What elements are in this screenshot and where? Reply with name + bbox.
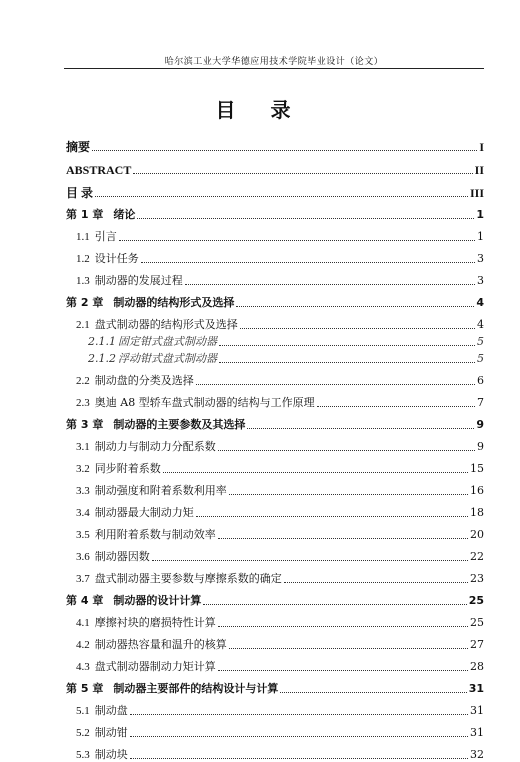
header-rule <box>64 68 484 69</box>
toc-entry-label: 绪论 <box>113 208 136 221</box>
toc-entry-number: 2.1 <box>76 319 90 331</box>
toc-entry-label: 制动器的设计计算 <box>113 594 202 607</box>
toc-entry-number: 2.3 <box>76 397 90 409</box>
toc-entry-label: 利用附着系数与制动效率 <box>94 528 216 541</box>
toc-page-number: 4 <box>477 318 484 331</box>
toc-entry-number: 3.3 <box>76 485 90 497</box>
toc-entry-label: 同步附着系数 <box>94 462 161 475</box>
toc-page-number: 9 <box>476 418 484 431</box>
toc-dot-leader <box>133 173 472 174</box>
toc-entry-number: 第 4 章 <box>66 594 104 607</box>
toc-entry-number: 第 1 章 <box>66 208 104 221</box>
toc-entry-label: 制动力与制动力分配系数 <box>94 440 216 453</box>
toc-page-number: 7 <box>477 396 484 409</box>
toc-entry-number: 3.6 <box>76 551 90 563</box>
toc-entry-number: 3.1 <box>76 441 90 453</box>
toc-entry-number: 3.2 <box>76 463 90 475</box>
toc-dot-leader <box>236 306 474 307</box>
toc-entry-label: 制动器的结构形式及选择 <box>113 296 235 309</box>
running-header: 哈尔滨工业大学华德应用技术学院毕业设计（论文） <box>164 57 384 67</box>
toc-entry-number: 3.5 <box>76 529 90 541</box>
toc-entry-number: 1.2 <box>76 253 90 265</box>
toc-entry-ch4[interactable] <box>66 594 484 608</box>
toc-entry-number: 第 2 章 <box>66 296 104 309</box>
toc-dot-leader <box>141 262 475 263</box>
toc-entry-number: 3.7 <box>76 573 90 585</box>
toc-dot-leader <box>284 582 468 583</box>
toc-entry-abstract-cn[interactable] <box>66 140 484 154</box>
toc-entry-contents[interactable] <box>66 186 484 200</box>
toc-page-number: 31 <box>470 704 484 717</box>
toc-entry-number: 5.2 <box>76 727 90 739</box>
toc-entry-number: 4.3 <box>76 661 90 673</box>
toc-dot-leader <box>92 150 477 151</box>
toc-entry-label: 盘式制动器的结构形式及选择 <box>94 318 238 331</box>
toc-dot-leader <box>203 604 466 605</box>
toc-entry-abstract-en[interactable] <box>66 163 484 177</box>
toc-dot-leader <box>317 406 475 407</box>
toc-page-number: 6 <box>477 374 484 387</box>
toc-entry-label: 浮动钳式盘式制动器 <box>118 352 217 365</box>
toc-entry-number: 3.4 <box>76 507 90 519</box>
toc-entry-s3-6[interactable] <box>66 550 484 564</box>
toc-entry-s2-3[interactable] <box>66 396 484 410</box>
toc-page-number: 1 <box>477 230 484 243</box>
toc-entry-s5-3[interactable] <box>66 748 484 762</box>
toc-entry-label: 制动盘的分类及选择 <box>94 374 194 387</box>
toc-dot-leader <box>218 626 468 627</box>
toc-page-number: 15 <box>470 462 484 475</box>
toc-entry-number: 5.1 <box>76 705 90 717</box>
toc-dot-leader <box>219 362 475 363</box>
toc-entry-label: 制动强度和附着系数利用率 <box>94 484 227 497</box>
toc-entry-label: 制动器主要部件的结构设计与计算 <box>113 682 279 695</box>
page-title: 目 录 <box>215 98 305 122</box>
toc-entry-label: ABSTRACT <box>66 163 132 177</box>
toc-entry-label: 制动器的主要参数及其选择 <box>113 418 246 431</box>
toc-page-number: 1 <box>476 208 484 221</box>
toc-dot-leader <box>130 714 468 715</box>
toc-page-number: II <box>474 163 484 177</box>
toc-page-number: 31 <box>470 726 484 739</box>
toc-page-number: 3 <box>477 252 484 265</box>
toc-dot-leader <box>196 384 475 385</box>
toc-entry-s4-2[interactable] <box>66 638 484 652</box>
toc-entry-number: 5.3 <box>76 749 90 761</box>
toc-entry-number: 第 5 章 <box>66 682 104 695</box>
toc-dot-leader <box>95 196 468 197</box>
toc-page-number: 18 <box>470 506 484 519</box>
toc-dot-leader <box>152 560 468 561</box>
toc-entry-ch2[interactable] <box>66 296 484 310</box>
toc-entry-label: 盘式制动器主要参数与摩擦系数的确定 <box>94 572 282 585</box>
toc-entry-label: 制动器因数 <box>94 550 150 563</box>
table-of-contents <box>66 140 484 762</box>
toc-entry-s3-3[interactable] <box>66 484 484 498</box>
toc-entry-number: 1.1 <box>76 231 90 243</box>
toc-page-number: 5 <box>477 335 484 348</box>
toc-dot-leader <box>185 284 475 285</box>
toc-dot-leader <box>218 538 468 539</box>
toc-entry-s2-1[interactable] <box>66 318 484 332</box>
toc-page-number: 32 <box>470 748 484 761</box>
toc-entry-label: 摩擦衬块的磨损特性计算 <box>94 616 216 629</box>
toc-entry-label: 目 录 <box>66 186 94 200</box>
toc-dot-leader <box>280 692 466 693</box>
toc-page-number: 25 <box>468 594 484 607</box>
toc-dot-leader <box>218 670 468 671</box>
toc-entry-s3-7[interactable] <box>66 572 484 586</box>
toc-dot-leader <box>137 218 474 219</box>
toc-entry-label: 盘式制动器制动力矩计算 <box>94 660 216 673</box>
toc-page-number: 5 <box>477 352 484 365</box>
toc-entry-s2-2[interactable] <box>66 374 484 388</box>
toc-dot-leader <box>130 758 468 759</box>
toc-entry-s4-3[interactable] <box>66 660 484 674</box>
toc-dot-leader <box>163 472 468 473</box>
toc-entry-s4-1[interactable] <box>66 616 484 630</box>
toc-entry-s1-3[interactable] <box>66 274 484 288</box>
toc-entry-s3-2[interactable] <box>66 462 484 476</box>
toc-entry-label: 制动钳 <box>94 726 128 739</box>
toc-page-number: 20 <box>470 528 484 541</box>
toc-page-number: I <box>479 140 484 154</box>
toc-entry-number: 2.2 <box>76 375 90 387</box>
toc-page-number: 31 <box>468 682 484 695</box>
toc-page-number: 27 <box>470 638 484 651</box>
toc-entry-label: 制动盘 <box>94 704 128 717</box>
toc-dot-leader <box>218 450 475 451</box>
toc-dot-leader <box>229 494 468 495</box>
toc-entry-s2-1-2[interactable] <box>66 352 484 366</box>
toc-page-number: 22 <box>470 550 484 563</box>
toc-entry-number: 第 3 章 <box>66 418 104 431</box>
toc-entry-label: 制动块 <box>94 748 128 761</box>
toc-dot-leader <box>196 516 468 517</box>
toc-entry-s3-1[interactable] <box>66 440 484 454</box>
toc-entry-label: 制动器热容量和温升的核算 <box>94 638 227 651</box>
toc-dot-leader <box>229 648 468 649</box>
toc-page-number: III <box>469 186 484 200</box>
toc-entry-s1-2[interactable] <box>66 252 484 266</box>
toc-entry-number: 2.1.1 <box>88 335 116 348</box>
toc-entry-number: 4.2 <box>76 639 90 651</box>
toc-entry-number: 1.3 <box>76 275 90 287</box>
toc-entry-ch5[interactable] <box>66 682 484 696</box>
toc-entry-s2-1-1[interactable] <box>66 335 484 349</box>
toc-entry-label: 引言 <box>94 230 117 243</box>
toc-page-number: 23 <box>470 572 484 585</box>
toc-page-number: 28 <box>470 660 484 673</box>
toc-entry-label: 固定钳式盘式制动器 <box>118 335 217 348</box>
toc-entry-label: 奥迪 A8 型轿车盘式制动器的结构与工作原理 <box>94 396 315 409</box>
toc-dot-leader <box>130 736 468 737</box>
toc-dot-leader <box>240 328 475 329</box>
toc-page-number: 9 <box>477 440 484 453</box>
toc-entry-ch1[interactable] <box>66 208 484 222</box>
toc-entry-s5-1[interactable] <box>66 704 484 718</box>
toc-entry-number: 2.1.2 <box>88 352 116 365</box>
toc-dot-leader <box>119 240 475 241</box>
toc-entry-s3-4[interactable] <box>66 506 484 520</box>
toc-page-number: 4 <box>476 296 484 309</box>
toc-entry-label: 设计任务 <box>94 252 139 265</box>
toc-entry-ch3[interactable] <box>66 418 484 432</box>
toc-entry-number: 4.1 <box>76 617 90 629</box>
toc-dot-leader <box>247 428 474 429</box>
toc-entry-s1-1[interactable] <box>66 230 484 244</box>
toc-entry-s5-2[interactable] <box>66 726 484 740</box>
toc-entry-label: 制动器的发展过程 <box>94 274 183 287</box>
toc-entry-s3-5[interactable] <box>66 528 484 542</box>
toc-page-number: 16 <box>470 484 484 497</box>
toc-entry-label: 制动器最大制动力矩 <box>94 506 194 519</box>
toc-dot-leader <box>219 345 475 346</box>
toc-entry-label: 摘要 <box>66 140 91 154</box>
toc-page-number: 3 <box>477 274 484 287</box>
toc-page-number: 25 <box>470 616 484 629</box>
